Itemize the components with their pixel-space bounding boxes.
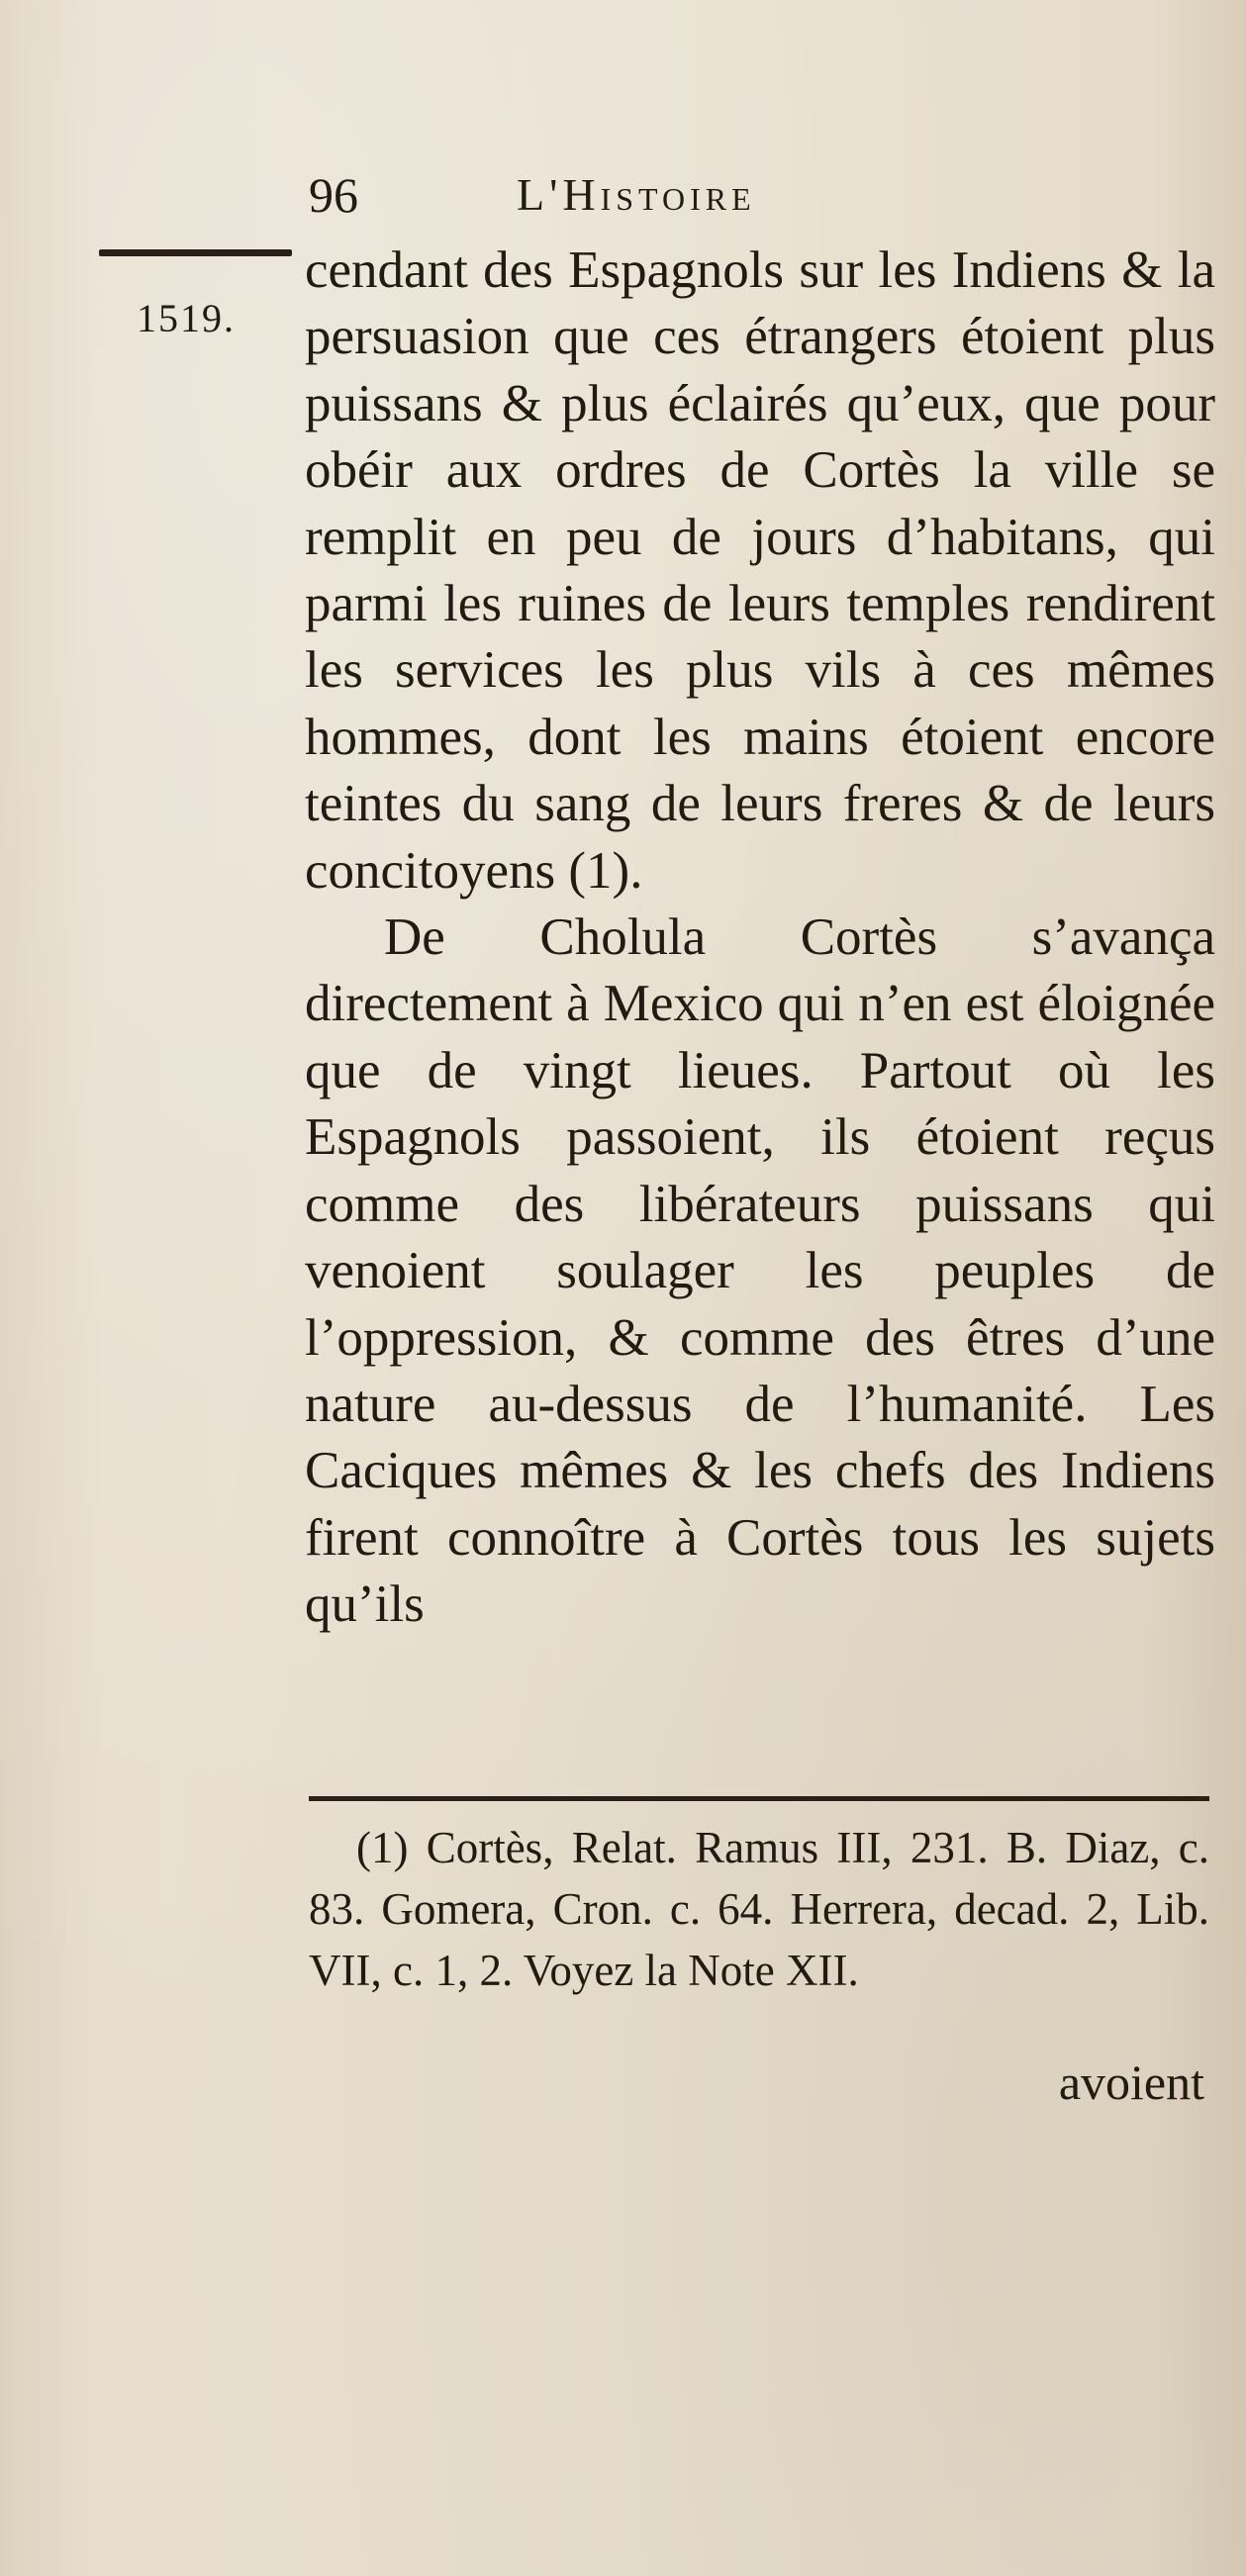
catchword: avoient bbox=[1058, 2054, 1204, 2110]
footnote-rule bbox=[309, 1796, 1209, 1801]
paragraph-continued: cendant des Espagnols sur les Indiens & la persuasion que ces étrangers étoient plus puissans & plus éclairés qu’eux, que pour obéir aux ordres de Cortès la ville se remplit en peu de jours d’habitans, qui parmi les ruines de leurs temples rendirent les services les plus vils à ces mêmes hommes, dont les mains étoient encore teintes du sang de leurs freres & de leurs concitoyens (1). bbox=[305, 241, 1215, 900]
body-text bbox=[305, 238, 1215, 1639]
footnote: (1) Cortès, Relat. Ramus III, 231. B. Diaz, c. 83. Gomera, Cron. c. 64. Herrera, decad. 2, Lib. VII, c. 1, 2. Voyez la Note XII. bbox=[309, 1823, 1209, 1995]
page-header bbox=[309, 160, 903, 230]
page-number: 96 bbox=[309, 167, 358, 223]
margin-rule bbox=[99, 249, 292, 256]
margin-year: 1519. bbox=[137, 296, 236, 340]
running-head: L'Histoire bbox=[517, 169, 756, 220]
paragraph-cholula: De Cholula Cortès s’avança directement à Mexico qui n’en est éloignée que de vingt lieues. Partout où les Espagnols passoient, ils étoient reçus comme des libérateurs puissans qui venoient soulager les peuples de l’oppression, & comme des êtres d’une nature au-dessus de l’humanité. Les Caciques mêmes & les chefs des Indiens firent connoître à Cortès tous les sujets qu’ils bbox=[305, 908, 1215, 1634]
